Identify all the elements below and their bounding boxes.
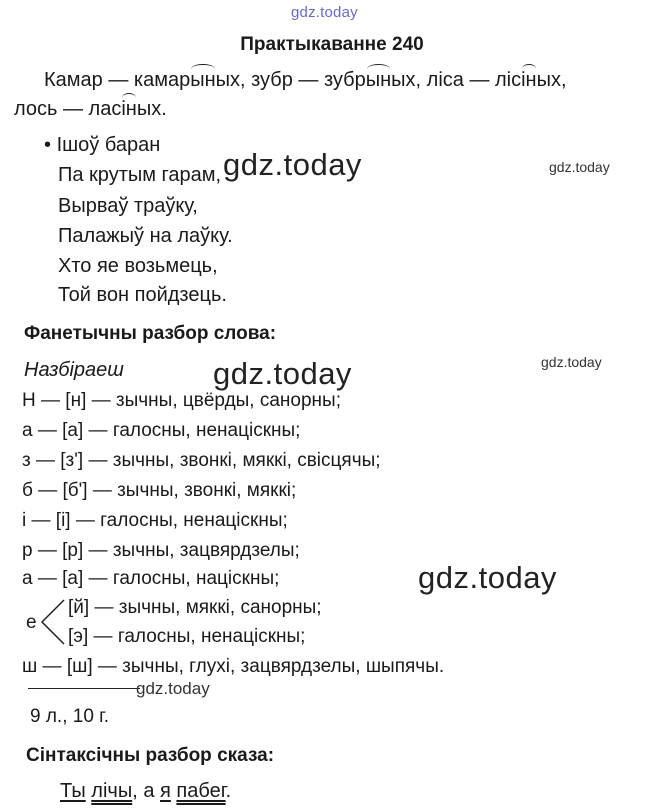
- letters-sounds-count: 9 л., 10 г.: [30, 706, 110, 727]
- paragraph-line-2: [14, 97, 167, 121]
- sound: [р]: [62, 540, 84, 561]
- subject-word: Ты: [60, 780, 86, 802]
- suffix-arc: ін: [521, 69, 537, 91]
- description: — галосны, націскны;: [88, 568, 280, 589]
- letter: з: [22, 450, 31, 471]
- phoneme-row: ш — [ш] — зычны, глухі, зацвярдзелы, шыпячы.: [22, 656, 445, 677]
- letter: б: [22, 480, 33, 501]
- poem-line-3: Вырваў траўку,: [58, 195, 198, 217]
- analyzed-sentence: [60, 779, 231, 803]
- summary-divider: [28, 688, 140, 689]
- watermark-4: gdz.today: [541, 354, 602, 370]
- e-letter: е: [26, 612, 37, 633]
- branch-bracket: [38, 598, 66, 646]
- sound: [э]: [68, 626, 89, 647]
- poem-line-5: Хто яе возьмець,: [58, 255, 218, 277]
- text-segment: , а: [132, 780, 155, 802]
- sound: [а]: [62, 568, 84, 589]
- suffix-arc: ін: [121, 98, 137, 120]
- exercise-title: Практыкаванне 240: [240, 34, 424, 55]
- watermark-5: gdz.today: [418, 560, 557, 595]
- phoneme-row: а — [а] — галосны, ненаціскны;: [22, 420, 301, 441]
- description: — зычны, цвёрды, санорны;: [91, 390, 341, 411]
- bullet: •: [44, 134, 52, 156]
- letter: а: [22, 568, 33, 589]
- phoneme-row: з — [з'] — зычны, звонкі, мяккі, свісцячы;: [22, 450, 381, 471]
- watermark-3: gdz.today: [213, 356, 352, 391]
- description: — зычны, звонкі, мяккі, свісцячы;: [88, 450, 381, 471]
- text-segment: ых, зубр — зубр: [215, 69, 366, 91]
- syntax-heading: Сінтаксічны разбор сказа:: [26, 745, 275, 766]
- sound: [а]: [62, 420, 84, 441]
- suffix-arc: ын: [365, 69, 392, 91]
- description: — зычны, зацвярдзелы;: [88, 540, 300, 561]
- phoneme-row: р — [р] — зычны, зацвярдзелы;: [22, 540, 300, 561]
- text-segment: .: [225, 780, 232, 802]
- text-segment: ых.: [136, 98, 167, 120]
- description: — зычны, звонкі, мяккі;: [92, 480, 297, 501]
- sound: [ш]: [66, 656, 93, 677]
- analyzed-word: Назбіраеш: [24, 359, 124, 381]
- text-segment: лось — лас: [14, 98, 122, 120]
- letter: Н: [22, 390, 36, 411]
- phoneme-row: Н — [н] — зычны, цвёрды, санорны;: [22, 390, 341, 411]
- sound: [б']: [62, 480, 88, 501]
- text-segment: Камар — камар: [44, 69, 191, 91]
- paragraph-line-1: [44, 68, 567, 92]
- letter: і: [22, 510, 27, 531]
- poem-text: Ішоў баран: [56, 134, 161, 156]
- watermark-1: gdz.today: [223, 147, 362, 182]
- sound: [з']: [60, 450, 84, 471]
- description: — зычны, мяккі, санорны;: [94, 597, 322, 618]
- watermark-2: gdz.today: [549, 159, 610, 175]
- text-segment: ых, ліса — ліс: [391, 69, 522, 91]
- text-segment: ых,: [536, 69, 567, 91]
- phoneme-row: [68, 625, 305, 649]
- sound: [і]: [55, 510, 71, 531]
- letter: ш: [22, 656, 38, 677]
- suffix-arc: ын: [190, 69, 216, 91]
- poem-line-1: [44, 133, 160, 157]
- letter: р: [22, 540, 33, 561]
- predicate-word: лічы: [91, 780, 133, 802]
- subject-word: я: [160, 780, 171, 802]
- description: — галосны, ненаціскны;: [88, 420, 301, 441]
- poem-line-2: Па крутым гарам,: [58, 164, 222, 186]
- phonetic-heading: Фанетычны разбор слова:: [24, 323, 277, 344]
- sound: [й]: [68, 597, 90, 618]
- watermark-top: gdz.today: [291, 4, 358, 21]
- watermark-6: gdz.today: [136, 679, 210, 698]
- phoneme-row: і — [і] — галосны, ненаціскны;: [22, 510, 288, 531]
- description: — зычны, глухі, зацвярдзелы, шыпячы.: [97, 656, 445, 677]
- poem-line-4: Палажыў на лаўку.: [58, 225, 233, 247]
- phoneme-row: а — [а] — галосны, націскны;: [22, 568, 280, 589]
- description: — галосны, ненаціскны;: [75, 510, 288, 531]
- sound: [н]: [65, 390, 87, 411]
- predicate-word: пабег: [176, 780, 226, 802]
- phoneme-row: б — [б'] — зычны, звонкі, мяккі;: [22, 480, 297, 501]
- phoneme-row: [68, 596, 322, 620]
- letter: а: [22, 420, 33, 441]
- description: — галосны, ненаціскны;: [93, 626, 306, 647]
- poem-line-6: Той вон пойдзець.: [58, 284, 227, 306]
